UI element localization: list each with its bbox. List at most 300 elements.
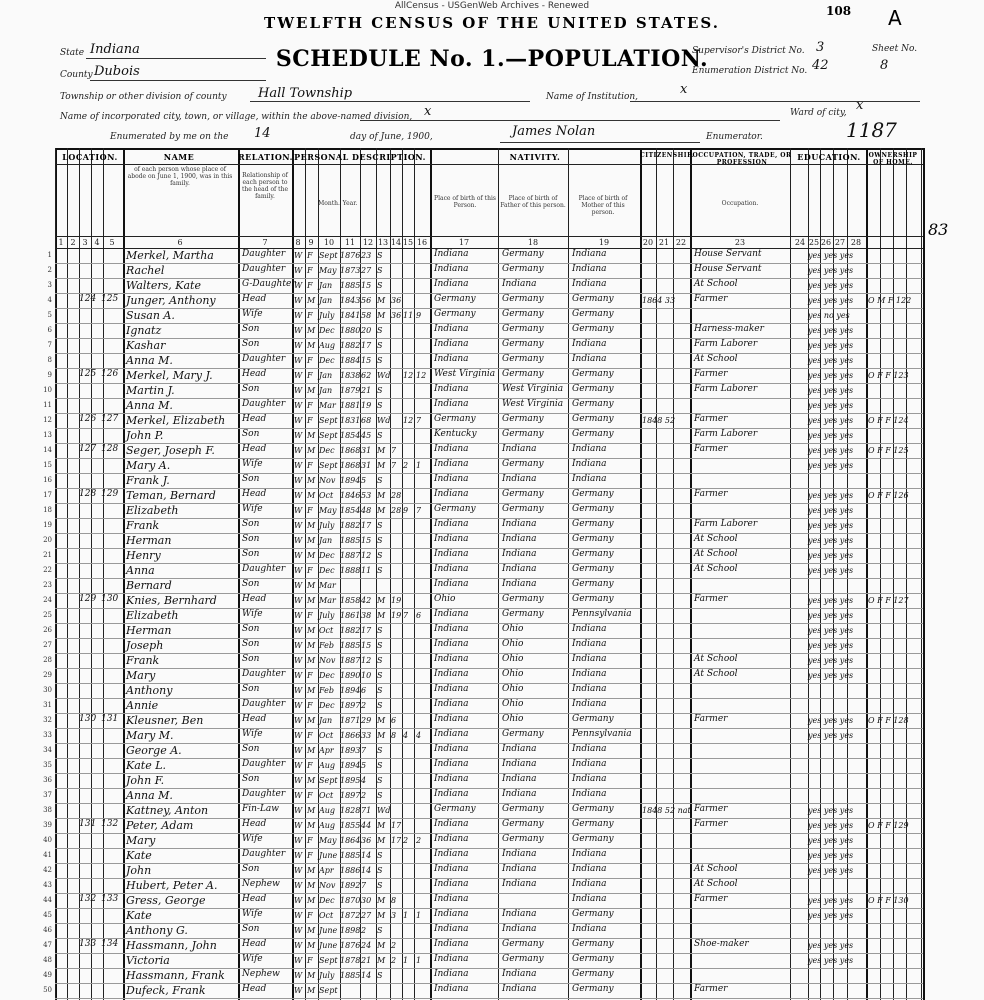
city-underline: [360, 120, 780, 121]
years-married: 8: [391, 896, 397, 905]
person-name: Bernard: [126, 579, 172, 592]
education: yes yes yes: [808, 956, 854, 965]
birth-year: 1846: [340, 491, 361, 500]
education: yes yes yes: [808, 641, 854, 650]
education: yes yes yes: [808, 551, 854, 560]
age: 5: [361, 761, 367, 770]
birth-year: 1886: [340, 866, 361, 875]
pob-mother-header: Place of birth of Mother of this person.: [578, 195, 628, 216]
color-race: W: [294, 536, 303, 545]
birthplace-mother: Indiana: [572, 894, 607, 904]
group-name: NAME: [163, 152, 195, 162]
row-number: 17: [43, 491, 52, 499]
occupation: Farmer: [694, 894, 728, 904]
birthplace-father: Germany: [502, 609, 544, 619]
enumerator-label: Enumerator.: [706, 132, 763, 142]
column-number: 17: [458, 238, 470, 247]
birthplace-father: Indiana: [502, 534, 537, 544]
birthplace-mother: Indiana: [572, 474, 607, 484]
sex: M: [307, 656, 316, 665]
age: 21: [361, 386, 372, 395]
color-race: W: [294, 521, 303, 530]
family-number: 133: [101, 894, 119, 904]
marital-status: M: [377, 821, 386, 830]
row-rule: [55, 683, 923, 684]
birthplace-mother: Germany: [572, 414, 614, 424]
column-rule: [414, 148, 415, 1000]
age: 11: [361, 566, 372, 575]
birthplace-mother: Germany: [572, 429, 614, 439]
home-ownership: O F F 128: [868, 716, 909, 725]
person-name: John: [126, 864, 152, 877]
city-label: Name of incorporated city, town, or village, within the above-named division,: [60, 112, 413, 122]
birth-year: 1887: [340, 551, 361, 560]
color-race: W: [294, 821, 303, 830]
group-personal: PERSONAL DESCRIPTION.: [294, 152, 426, 162]
age: 12: [361, 656, 372, 665]
sex: M: [307, 686, 316, 695]
birth-month: Jan: [319, 296, 333, 305]
row-number: 39: [43, 821, 52, 829]
birthplace-father: Germany: [502, 489, 544, 499]
birthplace-person: Indiana: [434, 354, 469, 364]
person-name: Kate: [126, 849, 152, 862]
birth-month: Nov: [319, 881, 336, 890]
birth-year: 1878: [340, 956, 361, 965]
marital-status: M: [377, 596, 386, 605]
age: 6: [361, 686, 367, 695]
row-rule: [55, 263, 923, 264]
age: 15: [361, 281, 372, 290]
marital-status: M: [377, 446, 386, 455]
relation: Head: [242, 894, 267, 904]
education: yes yes yes: [808, 461, 854, 470]
person-name: Kleusner, Ben: [126, 714, 204, 727]
marital-status: S: [377, 251, 383, 260]
marital-status: Wd: [377, 416, 391, 425]
row-rule: [55, 833, 923, 834]
row-number: 31: [43, 701, 52, 709]
sex: M: [307, 341, 316, 350]
color-race: W: [294, 401, 303, 410]
birth-month: Sept: [319, 776, 338, 785]
row-rule: [55, 698, 923, 699]
age: 14: [361, 866, 372, 875]
family-number: 127: [101, 414, 119, 424]
sex: F: [307, 956, 313, 965]
years-married: 2: [391, 956, 397, 965]
dwelling-number: 133: [79, 939, 97, 949]
marital-status: S: [377, 431, 383, 440]
birthplace-person: Germany: [434, 504, 476, 514]
birthplace-person: Germany: [434, 309, 476, 319]
birth-month: Feb: [319, 641, 334, 650]
color-race: W: [294, 806, 303, 815]
birthplace-mother: Germany: [572, 564, 614, 574]
birth-month: May: [319, 836, 337, 845]
relation: Son: [242, 624, 260, 634]
years-married: 3: [391, 911, 397, 920]
education: yes no yes: [808, 311, 850, 320]
column-number: 28: [850, 238, 862, 247]
birthplace-person: Indiana: [434, 924, 469, 934]
page-number: 108: [826, 4, 852, 18]
color-race: W: [294, 911, 303, 920]
relation: Wife: [242, 459, 263, 469]
birthplace-person: Indiana: [434, 639, 469, 649]
birthplace-mother: Indiana: [572, 354, 607, 364]
birth-month: Dec: [319, 671, 335, 680]
column-number: 15: [402, 238, 414, 247]
birthplace-mother: Indiana: [572, 279, 607, 289]
color-race: W: [294, 746, 303, 755]
state-label: State: [60, 48, 85, 58]
occupation: Farmer: [694, 489, 728, 499]
birth-month: Mar: [319, 401, 336, 410]
row-number: 30: [43, 686, 52, 694]
group-location: LOCATION.: [62, 152, 118, 162]
relation: Daughter: [242, 669, 286, 679]
birth-year: 1843: [340, 296, 361, 305]
birth-month: Jan: [319, 281, 333, 290]
row-number: 36: [43, 776, 52, 784]
birthplace-mother: Germany: [572, 984, 614, 994]
birthplace-father: Indiana: [502, 879, 537, 889]
row-rule: [55, 908, 923, 909]
birth-month: June: [319, 926, 338, 935]
enumeration-value: 42: [812, 58, 829, 73]
person-name: Herman: [126, 624, 172, 637]
sex: M: [307, 521, 316, 530]
birthplace-mother: Germany: [572, 369, 614, 379]
birthplace-father: Germany: [502, 294, 544, 304]
birth-month: Dec: [319, 446, 335, 455]
sex: M: [307, 641, 316, 650]
birthplace-person: Indiana: [434, 744, 469, 754]
age: 5: [361, 476, 367, 485]
birthplace-father: Ohio: [502, 699, 524, 709]
birthplace-mother: Indiana: [572, 879, 607, 889]
occupation: At School: [694, 549, 738, 559]
birth-year: 1868: [340, 461, 361, 470]
row-rule: [55, 998, 923, 999]
home-ownership: O F F 124: [868, 416, 909, 425]
dwelling-number: 127: [79, 444, 97, 454]
marital-status: M: [377, 506, 386, 515]
person-name: Elizabeth: [126, 609, 179, 622]
birthplace-father: Indiana: [502, 984, 537, 994]
birth-year: 1885: [340, 971, 361, 980]
row-rule: [55, 638, 923, 639]
sex: F: [307, 266, 313, 275]
birthplace-mother: Germany: [572, 804, 614, 814]
occupation: Shoe-maker: [694, 939, 749, 949]
family-number: 130: [101, 594, 119, 604]
sex: F: [307, 311, 313, 320]
birth-year: 1880: [340, 326, 361, 335]
education: yes yes yes: [808, 911, 854, 920]
county-label: County: [60, 70, 93, 80]
person-name: Merkel, Elizabeth: [126, 414, 226, 427]
color-race: W: [294, 386, 303, 395]
relation: Wife: [242, 909, 263, 919]
relation: Daughter: [242, 849, 286, 859]
column-rule: [906, 148, 907, 1000]
relation: Son: [242, 549, 260, 559]
row-number: 23: [43, 581, 52, 589]
birth-month: June: [319, 851, 338, 860]
row-number: 18: [43, 506, 52, 514]
sex: M: [307, 971, 316, 980]
supervisor-label: Supervisor's District No.: [692, 46, 805, 56]
dwelling-number: 125: [79, 369, 97, 379]
age: 7: [361, 746, 367, 755]
education: yes yes yes: [808, 716, 854, 725]
column-rule: [656, 148, 657, 1000]
column-number: 25: [808, 238, 820, 247]
sex: M: [307, 716, 316, 725]
sex: F: [307, 731, 313, 740]
education: yes yes yes: [808, 341, 854, 350]
color-race: W: [294, 656, 303, 665]
county-underline: [90, 80, 266, 81]
row-rule: [55, 308, 923, 309]
column-rule: [91, 148, 92, 1000]
birthplace-mother: Germany: [572, 954, 614, 964]
header-rule: [55, 236, 923, 237]
person-name: Rachel: [126, 264, 165, 277]
relation: Wife: [242, 729, 263, 739]
row-number: 24: [43, 596, 52, 604]
birth-year: 1870: [340, 896, 361, 905]
group-citizenship: CITIZENSHIP.: [640, 152, 694, 159]
birth-year: 1882: [340, 341, 361, 350]
birthplace-person: Indiana: [434, 399, 469, 409]
row-rule: [55, 848, 923, 849]
age: 21: [361, 956, 372, 965]
row-number: 21: [43, 551, 52, 559]
marital-status: S: [377, 626, 383, 635]
color-race: W: [294, 791, 303, 800]
children-living: 7: [416, 506, 422, 515]
relation: Son: [242, 324, 260, 334]
color-race: W: [294, 446, 303, 455]
column-number: 22: [675, 238, 687, 247]
birth-year: 1866: [340, 731, 361, 740]
occupation: Farmer: [694, 594, 728, 604]
children-living: 4: [416, 731, 422, 740]
age: 17: [361, 521, 372, 530]
birthplace-father: Germany: [502, 804, 544, 814]
birth-month: Dec: [319, 701, 335, 710]
column-rule: [238, 148, 240, 1000]
birthplace-person: Indiana: [434, 669, 469, 679]
color-race: W: [294, 281, 303, 290]
relation: Son: [242, 864, 260, 874]
years-married: 19: [391, 596, 402, 605]
age: 2: [361, 791, 367, 800]
birthplace-person: Indiana: [434, 954, 469, 964]
row-number: 2: [47, 266, 52, 274]
age: 29: [361, 716, 372, 725]
person-name: Junger, Anthony: [126, 294, 216, 307]
occupation: At School: [694, 534, 738, 544]
row-number: 37: [43, 791, 52, 799]
birthplace-person: Indiana: [434, 894, 469, 904]
row-rule: [55, 563, 923, 564]
education: yes yes yes: [808, 596, 854, 605]
birth-month: Aug: [319, 821, 336, 830]
marital-status: M: [377, 461, 386, 470]
children-living: 6: [416, 611, 422, 620]
column-number: 23: [734, 238, 746, 247]
birth-year: 1872: [340, 911, 361, 920]
color-race: W: [294, 956, 303, 965]
column-number: 10: [323, 238, 335, 247]
birth-year: 1884: [340, 356, 361, 365]
birthplace-person: Indiana: [434, 474, 469, 484]
color-race: W: [294, 431, 303, 440]
township-underline: [250, 101, 530, 102]
age: 10: [361, 671, 372, 680]
row-rule: [55, 533, 923, 534]
birth-year: 1898: [340, 926, 361, 935]
relation: Head: [242, 294, 267, 304]
person-name: George A.: [126, 744, 182, 757]
row-number: 26: [43, 626, 52, 634]
marital-status: S: [377, 521, 383, 530]
person-name: Hassmann, Frank: [126, 969, 225, 982]
column-number: 7: [262, 238, 268, 247]
birthplace-father: Indiana: [502, 444, 537, 454]
color-race: W: [294, 986, 303, 995]
birth-year: 1885: [340, 536, 361, 545]
row-number: 40: [43, 836, 52, 844]
color-race: W: [294, 461, 303, 470]
color-race: W: [294, 416, 303, 425]
age: 36: [361, 836, 372, 845]
row-number: 29: [43, 671, 52, 679]
person-name: Knies, Bernhard: [126, 594, 217, 607]
group-relation: RELATION.: [238, 152, 293, 162]
color-race: W: [294, 731, 303, 740]
marital-status: Wd: [377, 806, 391, 815]
birthplace-mother: Indiana: [572, 864, 607, 874]
birth-year: 1882: [340, 521, 361, 530]
education: yes yes yes: [808, 251, 854, 260]
occupation: Farmer: [694, 714, 728, 724]
column-rule: [880, 148, 881, 1000]
birthplace-father: Ohio: [502, 654, 524, 664]
children-living: 12: [416, 371, 427, 380]
birth-month: Sept: [319, 461, 338, 470]
birthplace-father: Ohio: [502, 624, 524, 634]
enumerated-day: 14: [254, 126, 271, 141]
years-married: 36: [391, 296, 402, 305]
person-name: Mary A.: [126, 459, 171, 472]
relation: Son: [242, 474, 260, 484]
education: yes yes yes: [808, 941, 854, 950]
birthplace-person: Indiana: [434, 264, 469, 274]
birthplace-father: Germany: [502, 939, 544, 949]
color-race: W: [294, 566, 303, 575]
dwelling-number: 126: [79, 414, 97, 424]
birthplace-person: Indiana: [434, 849, 469, 859]
birthplace-father: Indiana: [502, 864, 537, 874]
color-race: W: [294, 716, 303, 725]
marital-status: S: [377, 761, 383, 770]
relation: Wife: [242, 834, 263, 844]
birthplace-person: Indiana: [434, 774, 469, 784]
education: yes yes yes: [808, 506, 854, 515]
age: 33: [361, 731, 372, 740]
occupation: At School: [694, 864, 738, 874]
marital-status: M: [377, 311, 386, 320]
children-born: 12: [403, 371, 414, 380]
birth-year: 1897: [340, 791, 361, 800]
birthplace-person: West Virginia: [434, 369, 496, 379]
row-number: 50: [43, 986, 52, 994]
birthplace-father: Germany: [502, 459, 544, 469]
color-race: W: [294, 296, 303, 305]
row-number: 1: [47, 251, 52, 259]
sex: F: [307, 761, 313, 770]
row-rule: [55, 758, 923, 759]
birthplace-mother: Germany: [572, 714, 614, 724]
relation: Head: [242, 714, 267, 724]
relation: Head: [242, 594, 267, 604]
relation: Daughter: [242, 564, 286, 574]
birthplace-father: Germany: [502, 264, 544, 274]
birthplace-father: Indiana: [502, 774, 537, 784]
education: yes yes yes: [808, 356, 854, 365]
row-number: 16: [43, 476, 52, 484]
color-race: W: [294, 866, 303, 875]
birthplace-mother: Indiana: [572, 684, 607, 694]
person-name: Mary: [126, 834, 156, 847]
sex: M: [307, 941, 316, 950]
birthplace-father: Germany: [502, 954, 544, 964]
relation: Daughter: [242, 354, 286, 364]
color-race: W: [294, 266, 303, 275]
row-number: 6: [47, 326, 52, 334]
person-name: Merkel, Mary J.: [126, 369, 213, 382]
education: yes yes yes: [808, 866, 854, 875]
color-race: W: [294, 851, 303, 860]
marital-status: S: [377, 656, 383, 665]
column-number: 24: [794, 238, 806, 247]
birthplace-mother: Germany: [572, 309, 614, 319]
sex: M: [307, 821, 316, 830]
person-name: Mary M.: [126, 729, 174, 742]
birthplace-father: Germany: [502, 834, 544, 844]
age: 19: [361, 401, 372, 410]
age: 20: [361, 326, 372, 335]
sex: M: [307, 866, 316, 875]
column-rule: [402, 148, 403, 1000]
sex: M: [307, 551, 316, 560]
marital-status: S: [377, 341, 383, 350]
home-ownership: O F F 123: [868, 371, 909, 380]
row-number: 32: [43, 716, 52, 724]
birthplace-mother: Germany: [572, 969, 614, 979]
birth-month: Sept: [319, 431, 338, 440]
age: 58: [361, 311, 372, 320]
birth-year: 1892: [340, 881, 361, 890]
birthplace-father: Indiana: [502, 519, 537, 529]
relation: Son: [242, 339, 260, 349]
education: yes yes yes: [808, 566, 854, 575]
